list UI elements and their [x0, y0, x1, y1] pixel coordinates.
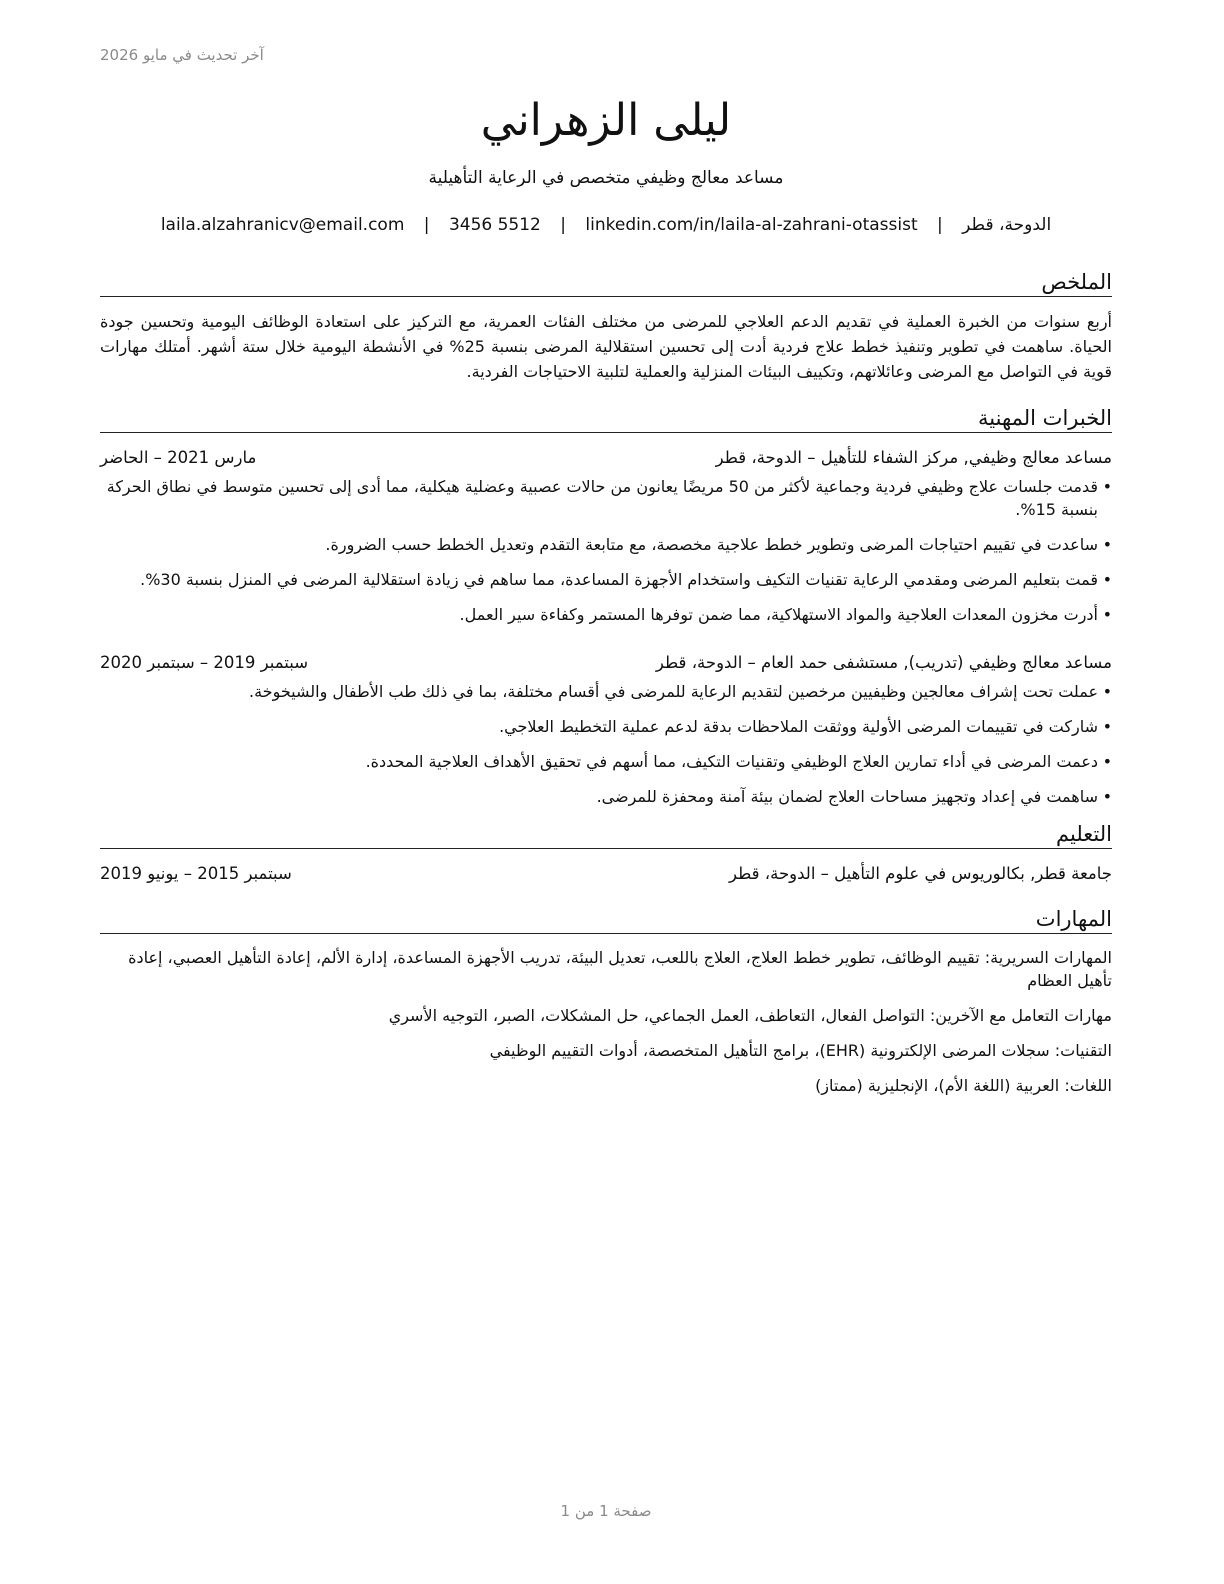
- job-bullet: • ساهمت في إعداد وتجهيز مساحات العلاج لضمان بيئة آمنة ومحفزة للمرضى.: [100, 785, 1112, 808]
- summary-text: أربع سنوات من الخبرة العملية في تقديم الدعم العلاجي للمرضى من مختلف الفئات العمرية، مع التركيز على استعادة الوظائف اليومية وتحسين جودة الحياة. ساهمت في تطوير وتنفيذ خطط علاج فردية أدت إلى تحسين استقلالية المرضى بنسبة 25% في الأنشطة اليومية خلال ستة أشهر. أمتلك مهارات قوية في التواصل مع المرضى وعائلاتهم، وتكييف البيئات المنزلية والعملية لتلبية الاحتياجات الفردية.: [100, 312, 1112, 381]
- skills-section: [100, 905, 1112, 1097]
- job-bullet: • قدمت جلسات علاج وظيفي فردية وجماعية لأكثر من 50 مريضًا يعانون من حالات عصبية وعضلية هيكلية، مما أدى إلى تحسين متوسط في نطاق الحركة بنسبة 15%.: [100, 475, 1112, 521]
- job-header: [100, 445, 1112, 471]
- job-bullets: [100, 680, 1112, 808]
- education-section: [100, 820, 1112, 887]
- job-entry: [100, 445, 1112, 626]
- contact-separator: |: [937, 215, 943, 235]
- skills-line: مهارات التعامل مع الآخرين: التواصل الفعال، التعاطف، العمل الجماعي، حل المشكلات، الصبر، التوجيه الأسري: [388, 1006, 1112, 1025]
- education-degree: جامعة قطر, بكالوريوس في علوم التأهيل – الدوحة، قطر: [729, 864, 1112, 883]
- job-bullet: • عملت تحت إشراف معالجين وظيفيين مرخصين لتقديم الرعاية للمرضى في أقسام مختلفة، بما في ذلك طب الأطفال والشيخوخة.: [100, 680, 1112, 703]
- section-title-experience: الخبرات المهنية: [100, 404, 1112, 433]
- section-title-skills: المهارات: [100, 905, 1112, 934]
- contact-phone[interactable]: 3456 5512: [448, 215, 541, 235]
- experience-section: [100, 404, 1112, 808]
- skills-line: اللغات: العربية (اللغة الأم)، الإنجليزية (ممتاز): [815, 1076, 1112, 1095]
- contact-location: الدوحة، قطر: [962, 215, 1052, 235]
- summary-section: [100, 268, 1112, 384]
- job-header: [100, 650, 1112, 676]
- job-entry: [100, 650, 1112, 808]
- education-entry: [100, 861, 1112, 887]
- section-title-summary: الملخص: [100, 268, 1112, 297]
- education-dates: سبتمبر 2015 – يونيو 2019: [100, 864, 292, 883]
- job-bullet: • أدرت مخزون المعدات العلاجية والمواد الاستهلاكية، مما ضمن توفرها المستمر وكفاءة سير العمل.: [100, 603, 1112, 626]
- job-dates: مارس 2021 – الحاضر: [100, 448, 257, 467]
- job-role: مساعد معالج وظيفي (تدريب), مستشفى حمد العام – الدوحة، قطر: [655, 653, 1112, 672]
- contact-line: [100, 212, 1112, 238]
- job-bullet: • قمت بتعليم المرضى ومقدمي الرعاية تقنيات التكيف واستخدام الأجهزة المساعدة، مما ساهم في زيادة استقلالية المرضى في المنزل بنسبة 30%.: [100, 568, 1112, 591]
- page-number: صفحة 1 من 1: [560, 1502, 652, 1520]
- resume-page: [100, 90, 1112, 1109]
- contact-separator: |: [560, 215, 567, 235]
- candidate-headline: مساعد معالج وظيفي متخصص في الرعاية التأهيلية: [428, 168, 784, 188]
- contact-separator: |: [423, 215, 430, 235]
- job-role: مساعد معالج وظيفي, مركز الشفاء للتأهيل – الدوحة، قطر: [715, 448, 1112, 467]
- last-updated-note: آخر تحديث في مايو 2026: [100, 46, 264, 64]
- job-bullet: • شاركت في تقييمات المرضى الأولية ووثقت الملاحظات بدقة لدعم عملية التخطيط العلاجي.: [100, 715, 1112, 738]
- job-bullet: • دعمت المرضى في أداء تمارين العلاج الوظيفي وتقنيات التكيف، مما أسهم في تحقيق الأهداف العلاجية المحددة.: [100, 750, 1112, 773]
- job-bullets: [100, 475, 1112, 626]
- job-dates: سبتمبر 2019 – سبتمبر 2020: [100, 653, 309, 672]
- candidate-name: ليلى الزهراني: [480, 95, 732, 146]
- skills-line: التقنيات: سجلات المرضى الإلكترونية (EHR)، برامج التأهيل المتخصصة، أدوات التقييم الوظيفي: [489, 1041, 1112, 1060]
- skills-line: المهارات السريرية: تقييم الوظائف، تطوير خطط العلاج، العلاج باللعب، تعديل البيئة، تدريب الأجهزة المساعدة، إدارة الألم، إعادة التأهيل العصبي، إعادة تأهيل العظام: [128, 948, 1112, 990]
- section-title-education: التعليم: [100, 820, 1112, 849]
- job-bullet: • ساعدت في تقييم احتياجات المرضى وتطوير خطط علاجية مخصصة، مع متابعة التقدم وتعديل الخطط حسب الضرورة.: [100, 533, 1112, 556]
- contact-email[interactable]: laila.alzahranicv@email.com: [160, 215, 405, 235]
- contact-linkedin[interactable]: linkedin.com/in/laila-al-zahrani-otassist: [585, 215, 918, 235]
